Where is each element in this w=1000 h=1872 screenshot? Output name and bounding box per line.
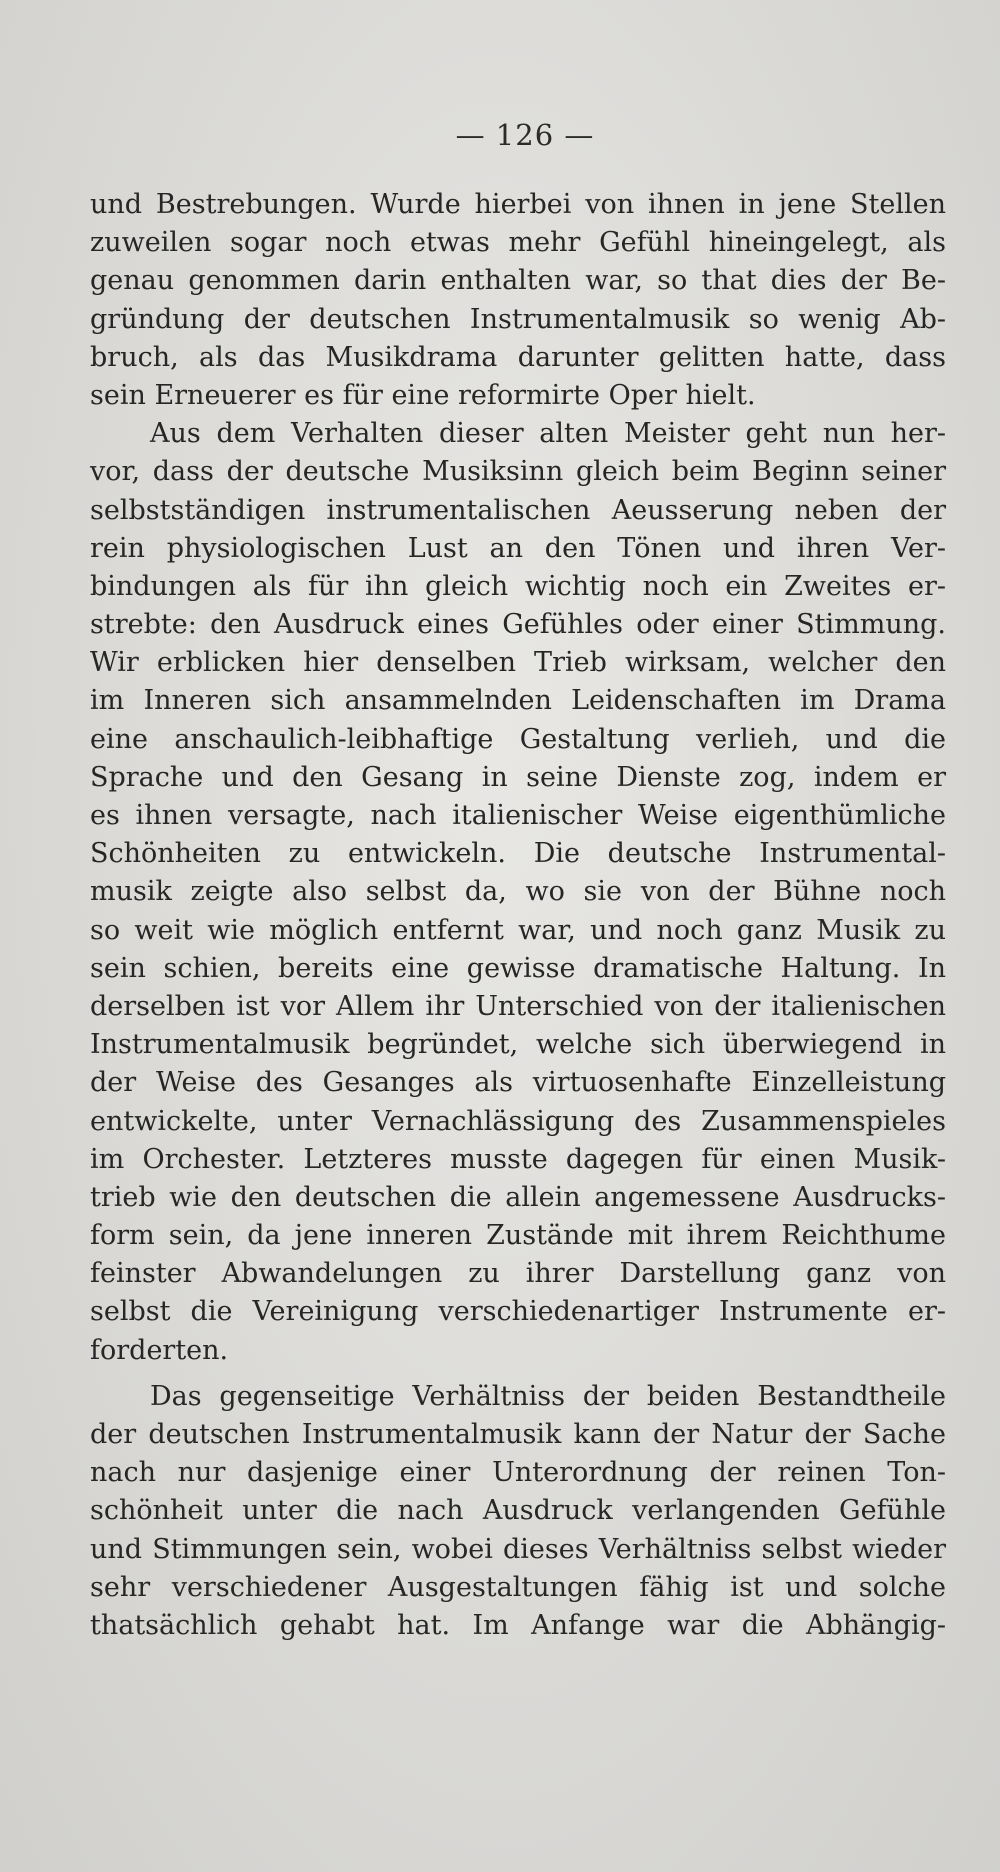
text-line: nach nur dasjenige einer Unterordnung der reinen Ton- bbox=[90, 1457, 946, 1489]
text-line: entwickelte, unter Vernachlässigung des Zusammenspieles bbox=[90, 1105, 946, 1137]
text-line: selbst die Vereinigung verschiedenartiger Instrumente er- bbox=[90, 1296, 946, 1328]
text-line: es ihnen versagte, nach italienischer Weise eigenthümliche bbox=[90, 800, 946, 831]
text-line: Sprache und den Gesang in seine Dienste zog, indem er bbox=[90, 761, 946, 793]
text-line: bruch, als das Musikdrama darunter gelitten hatte, dass bbox=[90, 341, 946, 373]
text-line: Aus dem Verhalten dieser alten Meister geht nun her- bbox=[150, 418, 946, 450]
text-line: im Orchester. Letzteres musste dagegen für einen Musik- bbox=[90, 1143, 946, 1175]
text-line: Instrumentalmusik begründet, welche sich überwiegend in bbox=[90, 1029, 946, 1061]
text-line: schönheit unter die nach Ausdruck verlangenden Gefühle bbox=[90, 1495, 946, 1527]
page-number: — 126 — bbox=[455, 118, 595, 152]
text-line: genau genommen darin enthalten war, so that dies der Be- bbox=[90, 265, 946, 297]
text-line: eine anschaulich-leibhaftige Gestaltung verlieh, und die bbox=[90, 723, 946, 755]
paragraph-3 bbox=[90, 1378, 946, 1645]
text-line: derselben ist vor Allem ihr Unterschied von der italienischen bbox=[90, 990, 946, 1022]
text-line: und Bestrebungen. Wurde hierbei von ihnen in jene Stellen bbox=[90, 189, 946, 220]
text-line: Das gegenseitige Verhältniss der beiden Bestandtheile bbox=[150, 1380, 946, 1412]
text-line: der deutschen Instrumentalmusik kann der Natur der Sache bbox=[90, 1419, 946, 1450]
text-line: bindungen als für ihn gleich wichtig noch ein Zweites er- bbox=[90, 570, 946, 602]
paragraph-1 bbox=[90, 186, 946, 415]
text-line: so weit wie möglich entfernt war, und noch ganz Musik zu bbox=[90, 914, 946, 946]
text-line: gründung der deutschen Instrumentalmusik so wenig Ab- bbox=[90, 303, 946, 335]
text-line: Schönheiten zu entwickeln. Die deutsche Instrumental- bbox=[90, 838, 946, 870]
text-line: musik zeigte also selbst da, wo sie von der Bühne noch bbox=[90, 876, 946, 908]
text-line: feinster Abwandelungen zu ihrer Darstellung ganz von bbox=[90, 1258, 946, 1290]
text-line: zuweilen sogar noch etwas mehr Gefühl hineingelegt, als bbox=[90, 227, 946, 259]
text-line: selbstständigen instrumentalischen Aeusserung neben der bbox=[90, 494, 946, 526]
text-line: der Weise des Gesanges als virtuosenhafte Einzelleistung bbox=[90, 1067, 946, 1099]
text-line: sein Erneuerer es für eine reformirte Oper hielt. bbox=[90, 379, 756, 411]
text-line: vor, dass der deutsche Musiksinn gleich beim Beginn seiner bbox=[90, 456, 946, 488]
text-line: thatsächlich gehabt hat. Im Anfange war die Abhängig- bbox=[90, 1609, 946, 1641]
text-line: trieb wie den deutschen die allein angemessene Ausdrucks- bbox=[90, 1181, 946, 1213]
text-line: forderten. bbox=[90, 1334, 229, 1366]
text-line: form sein, da jene inneren Zustände mit ihrem Reichthume bbox=[90, 1220, 946, 1252]
text-line: im Inneren sich ansammelnden Leidenschaften im Drama bbox=[90, 685, 946, 717]
text-line: und Stimmungen sein, wobei dieses Verhältniss selbst wieder bbox=[90, 1533, 946, 1565]
paragraph-gap bbox=[90, 1370, 946, 1378]
paragraph-2 bbox=[90, 415, 946, 1370]
body-text bbox=[90, 186, 946, 1645]
text-line: strebte: den Ausdruck eines Gefühles oder einer Stimmung. bbox=[90, 609, 946, 641]
text-line: sein schien, bereits eine gewisse dramatische Haltung. In bbox=[90, 952, 946, 984]
text-line: Wir erblicken hier denselben Trieb wirksam, welcher den bbox=[90, 647, 946, 679]
text-line: sehr verschiedener Ausgestaltungen fähig ist und solche bbox=[90, 1571, 946, 1603]
text-line: rein physiologischen Lust an den Tönen und ihren Ver- bbox=[90, 532, 946, 564]
